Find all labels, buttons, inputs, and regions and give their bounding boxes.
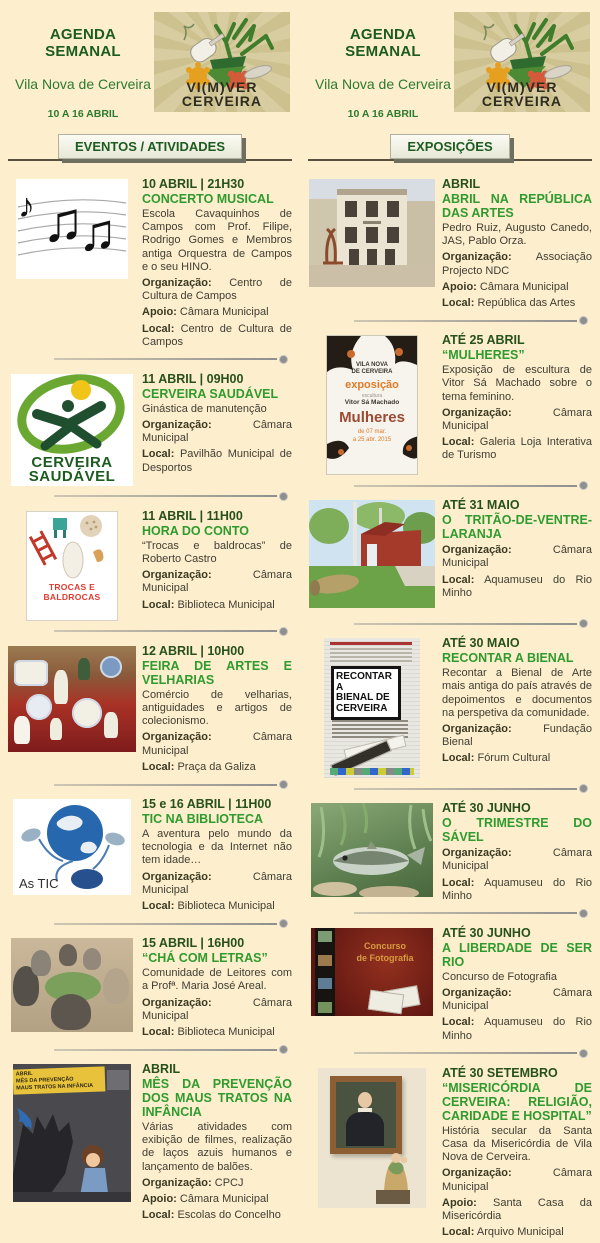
logo-line1: VI(M)VER [486,79,558,96]
event-organizacao [142,1177,292,1190]
expo-tritao [306,492,594,617]
bienal-line3: CERVEIRA [336,702,388,714]
globe-mouse-image [13,799,131,895]
vimver-cerveira-logo [154,12,290,112]
event-info [136,509,292,621]
music-notes-image [16,179,128,279]
event-apoio [442,1197,592,1223]
event-organizacao [142,277,292,303]
event-thumbnail [308,333,436,475]
logo-line1: VI(M)VER [186,79,258,96]
event-organizacao [442,407,592,433]
label-organizacao: Organização: [142,276,212,289]
label-local: Local: [142,322,175,335]
event-title: TIC NA BIBLIOTECA [142,812,264,826]
label-apoio: Apoio: [442,280,477,293]
value-local: Centro de Cultura de Campos [142,322,292,348]
poster-town-line2: DE CERVEIRA [351,368,393,375]
event-info [136,936,292,1039]
event-thumbnail [8,936,136,1039]
event-date: 12 ABRIL | 10H00 [142,643,245,658]
poster-artist-text: Vitor Sá Machado [344,399,400,407]
date-range: 10 A 16 ABRIL [47,108,119,120]
fish-photo-image [311,803,433,897]
label-local: Local: [442,752,475,765]
saudavel-line2: SAUDÁVEL [28,468,116,486]
event-thumbnail [8,372,136,486]
divider [54,627,288,636]
event-thumbnail [308,801,436,903]
value-local: Aquamuseu do Rio Minho [442,573,593,599]
event-title: HORA DO CONTO [142,523,249,538]
value-local: Aquamuseu do Rio Minho [442,876,593,902]
event-local [142,323,292,349]
contest-line2: de Fotografia [356,953,414,964]
event-description: Recontar a Bienal de Arte mais antiga do país através de depoimentos e documentos na perspetiva da comunidade. [442,667,592,719]
beamed-notes-icon: ♫ [42,190,84,253]
event-info [436,333,592,475]
divider [54,919,288,928]
event-date: ABRIL [142,1062,181,1077]
event-description: A aventura pelo mundo da tecnologia e da Internet não tem idade… [142,828,292,867]
event-thumbnail [308,636,436,778]
event-date: ATÉ 30 JUNHO [442,925,531,940]
divider [354,619,588,628]
expo-trimestre-do-savel [306,795,594,907]
municipality-name: Vila Nova de Cerveira [15,76,151,92]
event-info [436,498,592,613]
divider [354,316,588,325]
expo-misericordia [306,1060,594,1243]
label-organizacao: Organização: [142,1176,212,1189]
expo-liberdade-de-ser-rio [306,920,594,1047]
value-local: Praça da Galiza [177,760,256,773]
label-organizacao: Organização: [442,406,512,419]
poster-exposicao-text: exposição [345,379,399,392]
municipality-name: Vila Nova de Cerveira [315,76,451,92]
event-info [436,177,592,310]
event-local [442,877,592,903]
contest-title-text [341,940,429,964]
photo-contest-poster-image [311,928,433,1016]
value-organizacao: Associação Projecto NDC [442,251,592,277]
event-date: ATÉ 30 JUNHO [442,801,531,816]
event-title: A LIBERDADE DE SER RIO [442,940,592,969]
saudavel-logo-text [11,456,133,484]
divider-dot-icon [279,780,288,789]
cerveira-saudavel-logo-image [11,374,133,486]
value-organizacao: Câmara Municipal [142,569,292,595]
value-organizacao: CPCJ [214,1176,244,1189]
divider-dot-icon [579,481,588,490]
event-date: ATÉ 30 SETEMBRO [442,1065,558,1080]
event-date: 15 ABRIL | 16H00 [142,936,245,951]
event-organizacao [442,1167,592,1193]
event-date: ATÉ 31 MAIO [442,498,520,513]
label-local: Local: [142,760,175,773]
contest-line1: Concurso [363,940,406,951]
divider [354,481,588,490]
value-apoio: Câmara Municipal [179,1193,269,1205]
header-left [6,0,294,124]
value-organizacao: Câmara Municipal [142,419,292,445]
logo-text [154,81,290,108]
event-info [436,636,592,778]
event-description: Pedro Ruiz, Augusto Canedo, JAS, Pablo Orza. [442,222,592,248]
value-organizacao: Câmara Municipal [442,1167,592,1193]
value-organizacao: Câmara Municipal [442,406,592,432]
event-local [142,599,292,612]
label-organizacao: Organização: [442,544,512,557]
banner-line2: MÊS DA PREVENÇÃO [15,1076,74,1085]
saudavel-line1: CERVEIRA [31,454,113,472]
event-local [442,297,592,310]
event-title: “MULHERES” [442,348,525,363]
event-local [142,448,292,474]
label-local: Local: [442,876,475,889]
event-apoio [142,1193,292,1206]
event-info [436,801,592,903]
value-organizacao: Câmara Municipal [142,996,292,1022]
event-prevencao-maus-tratos [6,1056,294,1226]
event-info [436,926,592,1043]
value-local: Biblioteca Municipal [177,1025,275,1038]
banner-line3: MAUS TRATOS NA INFÂNCIA [16,1082,94,1092]
logo-line2: CERVEIRA [481,92,562,109]
label-local: Local: [442,296,475,309]
event-thumbnail [308,1066,436,1240]
label-organizacao: Organização: [442,847,512,860]
film-strip-icon [315,928,335,1016]
divider-dot-icon [579,784,588,793]
value-organizacao: Câmara Municipal [442,544,592,570]
event-thumbnail [8,797,136,913]
header-text [312,12,454,120]
divider-dot-icon [579,619,588,628]
divider [54,355,288,364]
column-exposicoes [300,0,600,1239]
value-local: Escolas do Concelho [177,1209,281,1222]
event-local [442,1016,592,1042]
label-apoio: Apoio: [442,1196,477,1209]
event-local [442,574,592,600]
label-organizacao: Organização: [442,1167,512,1180]
poster-escultura-text: escultura [361,393,383,400]
value-local: Arquivo Municipal [476,1226,564,1239]
vimver-cerveira-logo [454,12,590,112]
event-tic-na-biblioteca [6,791,294,917]
divider-dot-icon [279,627,288,636]
event-thumbnail [308,177,436,310]
label-local: Local: [142,598,175,611]
event-title: O TRIMESTRE DO SÁVEL [442,816,592,845]
divider-dot-icon [279,1045,288,1054]
value-organizacao: Câmara Municipal [142,870,292,896]
divider-dot-icon [579,1049,588,1058]
building-photo-image [309,179,435,287]
event-organizacao [442,987,592,1013]
value-local: Fórum Cultural [477,752,551,765]
event-description: Ginástica de manutenção [142,402,267,415]
value-local: Pavilhão Municipal de Desportos [142,448,292,474]
event-info [136,1062,292,1222]
label-organizacao: Organização: [142,996,212,1009]
event-info [436,1066,592,1240]
beamed-notes-icon: ♫ [78,204,117,262]
event-thumbnail [8,644,136,774]
expo-recontar-bienal [306,630,594,782]
poster-date-line2: a 25 abr. 2015 [352,436,392,443]
event-organizacao [442,544,592,570]
eighth-note-icon: ♪ [18,187,35,225]
label-organizacao: Organização: [142,731,212,744]
event-description: Exposição de escultura de Vitor Sá Machado sobre o tema feminino. [442,364,592,403]
event-thumbnail [308,926,436,1043]
event-description: “Trocas e baldrocas” de Roberto Castro [142,539,292,566]
aquamuseu-photo-image [309,500,435,613]
book-title-text: TROCAS E BALDROCAS [43,581,101,602]
event-apoio [442,281,592,294]
event-organizacao [142,997,292,1023]
label-local: Local: [142,1209,175,1222]
bienal-title-text [331,666,401,720]
value-local: Biblioteca Municipal [177,899,275,912]
event-thumbnail [8,509,136,621]
event-description: Comunidade de Leitores com a Profª. Maria José Areal. [142,967,292,993]
value-apoio: Câmara Municipal [479,280,569,293]
label-organizacao: Organização: [442,251,512,264]
label-local: Local: [442,1226,475,1239]
section-row-eventos [6,134,294,165]
event-title: MÊS DA PREVENÇÃO DOS MAUS TRATOS NA INFÂNCIA [142,1077,292,1120]
event-description: Escola Cavaquinhos de Campos com Prof. Filipe, Rodrigo Gomes e Membros antiga Orquestra de Campos e o seu HINO. [142,208,292,273]
event-organizacao [142,419,292,445]
value-organizacao: Câmara Municipal [442,987,592,1013]
event-local [442,436,592,462]
event-info [136,644,292,774]
event-local [142,1209,292,1222]
event-local [442,1226,592,1239]
tic-label-text: As TIC [19,876,59,891]
label-organizacao: Organização: [142,870,212,883]
value-organizacao: Câmara Municipal [142,731,292,757]
value-local: Galeria Loja Interativa de Turismo [442,436,592,462]
divider [54,492,288,501]
event-organizacao [142,731,292,757]
value-apoio: Santa Casa da Misericórdia [442,1196,592,1222]
event-hora-do-conto [6,503,294,625]
event-thumbnail [8,1062,136,1222]
header-text [12,12,154,120]
event-title: O TRITÃO-DE-VENTRE-LARANJA [442,513,592,542]
value-local: Aquamuseu do Rio Minho [442,1016,593,1042]
label-organizacao: Organização: [442,722,512,735]
event-local [142,1026,292,1039]
divider-dot-icon [279,492,288,501]
label-organizacao: Organização: [442,987,512,1000]
bienal-line1: RECONTAR A [336,671,392,693]
event-title: ABRIL NA REPÚBLICA DAS ARTES [442,192,592,220]
event-organizacao [142,569,292,595]
event-date: 11 ABRIL | 09H00 [142,371,244,386]
expo-mulheres [306,327,594,479]
label-local: Local: [442,1016,475,1029]
divider [354,909,588,918]
event-date: 10 ABRIL | 21H30 [142,177,245,191]
event-info [136,797,292,913]
event-title: FEIRA DE ARTES E VELHARIAS [142,658,292,687]
event-title: CONCERTO MUSICAL [142,192,274,206]
event-description: Várias atividades com exibição de filmes, realização de laços azuis humanos e lançamento de balões. [142,1121,292,1173]
mulheres-poster-image [326,335,418,475]
event-organizacao [442,723,592,749]
section-rule [308,159,592,161]
label-local: Local: [442,436,475,449]
event-local [442,752,592,765]
page-title: AGENDA SEMANAL [345,26,421,60]
divider [54,780,288,789]
event-description: Comércio de velharias, antiguidades e artigos de colecionismo. [142,688,292,728]
header-right [306,0,594,124]
event-thumbnail [308,498,436,613]
event-title: “MISERICÓRDIA DE CERVEIRA: RELIGIÃO, CARIDADE E HOSPITAL” [442,1080,592,1123]
label-local: Local: [142,448,175,461]
label-apoio: Apoio: [142,306,177,319]
column-eventos [0,0,300,1222]
event-local [142,900,292,913]
event-concerto-musical [6,171,294,353]
banner-line1: ABRIL [15,1070,33,1078]
book-cover-image [26,511,118,621]
event-date: ABRIL [442,177,481,191]
divider [354,1049,588,1058]
event-title: “CHÁ COM LETRAS” [142,951,268,966]
bienal-poster-image [324,638,420,778]
event-date: ATÉ 25 ABRIL [442,333,525,348]
eventos-atividades-button[interactable]: EVENTOS / ATIVIDADES [58,134,242,159]
value-organizacao: Centro de Cultura de Campos [142,276,292,303]
divider-dot-icon [579,316,588,325]
event-organizacao [442,251,592,277]
event-local [142,761,292,774]
logo-text [454,81,590,108]
event-date: ATÉ 30 MAIO [442,636,520,651]
label-apoio: Apoio: [142,1193,177,1205]
label-local: Local: [142,1025,175,1038]
poster-date-line1: de 07 mar. [357,429,387,436]
event-description: Concurso de Fotografia [442,970,557,983]
event-organizacao [142,871,292,897]
divider [54,1045,288,1054]
exposicoes-button[interactable]: EXPOSIÇÕES [390,134,509,159]
event-description: História secular da Santa Casa da Misericórdia de Vila Nova de Cerveira. [442,1124,592,1164]
event-date: 11 ABRIL | 11H00 [142,508,243,523]
prevention-poster-image [13,1064,131,1202]
value-local: República das Artes [477,296,576,309]
divider-dot-icon [279,355,288,364]
value-local: Biblioteca Municipal [177,598,275,611]
expo-republica-das-artes [306,171,594,314]
divider-dot-icon [279,919,288,928]
divider-dot-icon [579,909,588,918]
label-local: Local: [442,573,475,586]
antiques-photo-image [8,646,136,752]
value-apoio: Câmara Municipal [179,306,269,319]
portrait-statue-photo-image [318,1068,426,1208]
label-organizacao: Organização: [142,569,212,582]
event-date: 15 e 16 ABRIL | 11H00 [142,797,272,811]
label-organizacao: Organização: [142,419,212,432]
event-cerveira-saudavel [6,366,294,490]
poster-title-text: Mulheres [339,409,405,427]
label-local: Local: [142,899,175,912]
logo-line2: CERVEIRA [181,92,262,109]
event-apoio [142,306,292,319]
event-thumbnail [8,177,136,349]
page-title: AGENDA SEMANAL [45,26,121,60]
event-cha-com-letras [6,930,294,1043]
section-row-exposicoes [306,134,594,165]
event-info [136,177,292,349]
event-title: RECONTAR A BIENAL [442,651,574,666]
event-title: CERVEIRA SAUDÁVEL [142,386,279,401]
event-info [136,372,292,486]
event-feira-artes-velharias [6,638,294,778]
readers-group-photo-image [11,938,133,1032]
section-rule [8,159,292,161]
value-organizacao: Câmara Municipal [442,847,592,873]
divider [354,784,588,793]
value-organizacao: Fundação Bienal [442,722,592,749]
date-range: 10 A 16 ABRIL [347,108,419,120]
poster-town-line1: VILA NOVA [355,362,388,369]
bienal-line2: BIENAL DE [336,692,390,704]
event-organizacao [442,847,592,873]
